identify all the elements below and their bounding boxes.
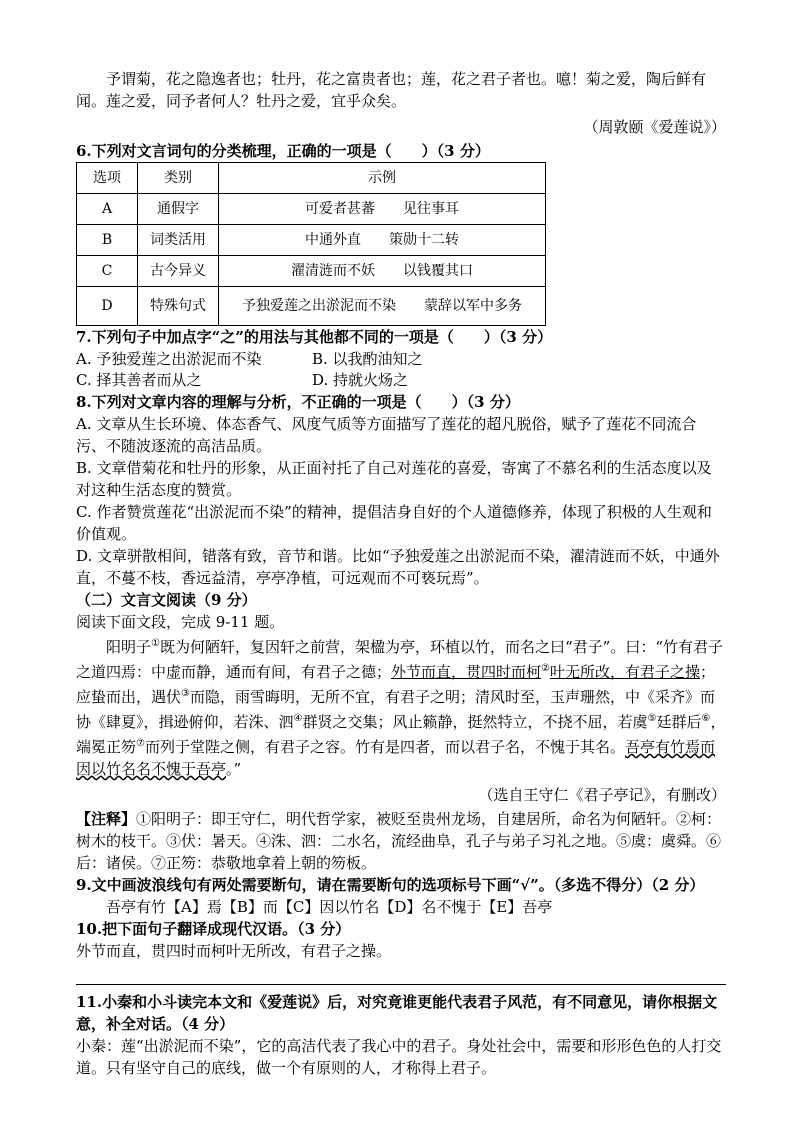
q8-option-c: C. 作者赞赏莲花“出淤泥而不染”的精神，提倡洁身自好的个人道德修养，体现了积极的人生观和价值观。 bbox=[76, 503, 712, 543]
table-cell: A bbox=[77, 194, 138, 225]
note-marker: ② bbox=[541, 663, 550, 674]
q7-option-d: D. 持就火炀之 bbox=[312, 371, 409, 389]
passage-span: 廷群后 bbox=[656, 713, 702, 731]
q7-options-row1 bbox=[76, 348, 726, 369]
note-marker: ④ bbox=[293, 713, 303, 724]
passage-span: 既为何陋轩，复因轩之前营，架楹为亭，环植以竹，而名之曰“君子”。曰：“竹有君子之道四焉：中虚而静，通而有间，有君子之德； bbox=[76, 638, 723, 681]
passage-span: 而隐，雨雪晦明，无所不宜，有君子之明；清风时至，玉声珊然，中《采齐》而协《肆夏》，揖逊俯仰，若洙、泗 bbox=[76, 688, 715, 731]
note-marker: ① bbox=[151, 638, 160, 649]
q7-stem: 7.下列句子中加点字“之”的用法与其他都不同的一项是（ ）（3 分） bbox=[76, 328, 553, 346]
note-marker: ③ bbox=[181, 688, 190, 699]
section2-instruction: 阅读下面文段，完成 9-11 题。 bbox=[76, 613, 285, 631]
table-row bbox=[77, 287, 546, 326]
table-cell: 通假字 bbox=[138, 194, 219, 225]
table-row bbox=[77, 194, 546, 225]
notes bbox=[76, 808, 726, 874]
passage-span: 群贤之交集；风止籁静，挺然特立，不挠不屈，若虞 bbox=[302, 713, 648, 731]
table-row bbox=[77, 225, 546, 256]
table-cell: 濯清涟而不妖 以钱覆其口 bbox=[219, 256, 546, 287]
underlined-sentence: 外节而直，贯四时而柯 bbox=[391, 663, 542, 681]
passage-span: ；应蛰而出，遇伏 bbox=[76, 663, 716, 706]
table-header: 选项 bbox=[77, 163, 138, 194]
table-row bbox=[77, 256, 546, 287]
q11-answer: 小秦：莲“出淤泥而不染”，它的高洁代表了我心中的君子。身处社会中，需要和形形色色的人打交道。只有坚守自己的底线，做一个有原则的人，才称得上君子。 bbox=[76, 1037, 722, 1077]
table-header-row bbox=[77, 163, 546, 194]
answer-line bbox=[76, 984, 726, 985]
table-cell: C bbox=[77, 256, 138, 287]
passage2-source: （选自王守仁《君子亭记》，有删改） bbox=[478, 786, 726, 804]
q7-option-c: C. 择其善者而从之 bbox=[76, 371, 202, 389]
q7-option-a: A. 予独爱莲之出淤泥而不染 bbox=[76, 350, 262, 368]
passage1-source: （周敦颐《爱莲说》） bbox=[583, 118, 726, 136]
passage-span: ，端冕正笏 bbox=[76, 713, 726, 756]
q11-stem: 11.小秦和小斗读完本文和《爱莲说》后，对究竟谁更能代表君子风范，有不同意见，请你根据文意，补全对话。（4 分） bbox=[76, 993, 718, 1033]
q10-sentence: 外节而直，贯四时而柯叶无所改，有君子之操。 bbox=[76, 942, 392, 960]
q10-stem: 10.把下面句子翻译成现代汉语。（3 分） bbox=[76, 920, 351, 938]
q6-stem: 6.下列对文言词句的分类梳理，正确的一项是（ ）（3 分） bbox=[76, 142, 490, 160]
q8-option-b: B. 文章借菊花和牡丹的形象，从正面衬托了自己对莲花的喜爱，寄寓了不慕名利的生活态度以及对这种生活态度的赞赏。 bbox=[76, 459, 712, 499]
q7-option-b: B. 以我酌油知之 bbox=[312, 350, 423, 368]
passage-span: 。” bbox=[226, 760, 242, 778]
passage-span: 而列于堂陛之侧，有君子之容。竹有是四者，而以君子名，不愧于其名。 bbox=[144, 738, 625, 756]
notes-label: 【注释】 bbox=[76, 810, 137, 828]
underlined-sentence: 叶无所改，有君子之操 bbox=[550, 663, 701, 681]
table-cell: 古今异义 bbox=[138, 256, 219, 287]
q6-table bbox=[76, 162, 546, 326]
table-cell: 予独爱莲之出淤泥而不染 蒙辞以军中多务 bbox=[219, 287, 546, 326]
note-marker: ⑤ bbox=[647, 713, 657, 724]
q8-option-a: A. 文章从生长环境、体态香气、风度气质等方面描写了莲花的超凡脱俗，赋予了莲花不同流合污、不随波逐流的高洁品质。 bbox=[76, 415, 697, 455]
table-cell: B bbox=[77, 225, 138, 256]
note-marker: ⑦ bbox=[136, 738, 145, 749]
table-header: 示例 bbox=[219, 163, 546, 194]
q9-stem: 9.文中画波浪线句有两处需要断句，请在需要断句的选项标号下画“√”。（多选不得分）（2 分） bbox=[76, 876, 705, 894]
passage2-text bbox=[76, 633, 726, 780]
table-cell: 中通外直 策勋十二转 bbox=[219, 225, 546, 256]
table-cell: 可爱者甚蕃 见往事耳 bbox=[219, 194, 546, 225]
passage-span: 阳明子 bbox=[106, 638, 152, 656]
table-cell: D bbox=[77, 287, 138, 326]
q7-options-row2 bbox=[76, 369, 726, 391]
wavy-underlined-sentence: 吾亭有竹焉而因以竹名名不愧于吾亭 bbox=[76, 738, 716, 778]
q8-option-d: D. 文章骈散相间，错落有致，音节和谐。比如“予独爱莲之出淤泥而不染，濯清涟而不妖，中通外直，不蔓不枝，香远益清，亭亭净植，可远观而不可亵玩焉”。 bbox=[76, 547, 720, 587]
q8-stem: 8.下列对文章内容的理解与分析，不正确的一项是（ ）（3 分） bbox=[76, 393, 520, 411]
note-marker: ⑥ bbox=[701, 713, 711, 724]
q9-line: 吾亭有竹【A】焉【B】而【C】因以竹名【D】名不愧于【E】吾亭 bbox=[106, 898, 553, 916]
exam-page bbox=[76, 68, 726, 1079]
notes-text: ①阳明子：即王守仁，明代哲学家，被贬至贵州龙场，自建居所，命名为何陋轩。②柯：树木的枝干。③伏：暑天。④洙、泗：二水名，流经曲阜，孔子与弟子习礼之地。⑤虞：虞舜。⑥后：诸侯。⑦正笏：恭敬地拿着上朝的笏板。 bbox=[76, 810, 722, 872]
table-cell: 特殊句式 bbox=[138, 287, 219, 326]
table-header: 类别 bbox=[138, 163, 219, 194]
section2-title: （二）文言文阅读（9 分） bbox=[76, 591, 257, 609]
table-cell: 词类活用 bbox=[138, 225, 219, 256]
passage1-text: 予谓菊，花之隐逸者也；牡丹，花之富贵者也；莲，花之君子者也。噫！菊之爱，陶后鲜有闻。莲之爱，同予者何人？牡丹之爱，宜乎众矣。 bbox=[76, 70, 707, 110]
